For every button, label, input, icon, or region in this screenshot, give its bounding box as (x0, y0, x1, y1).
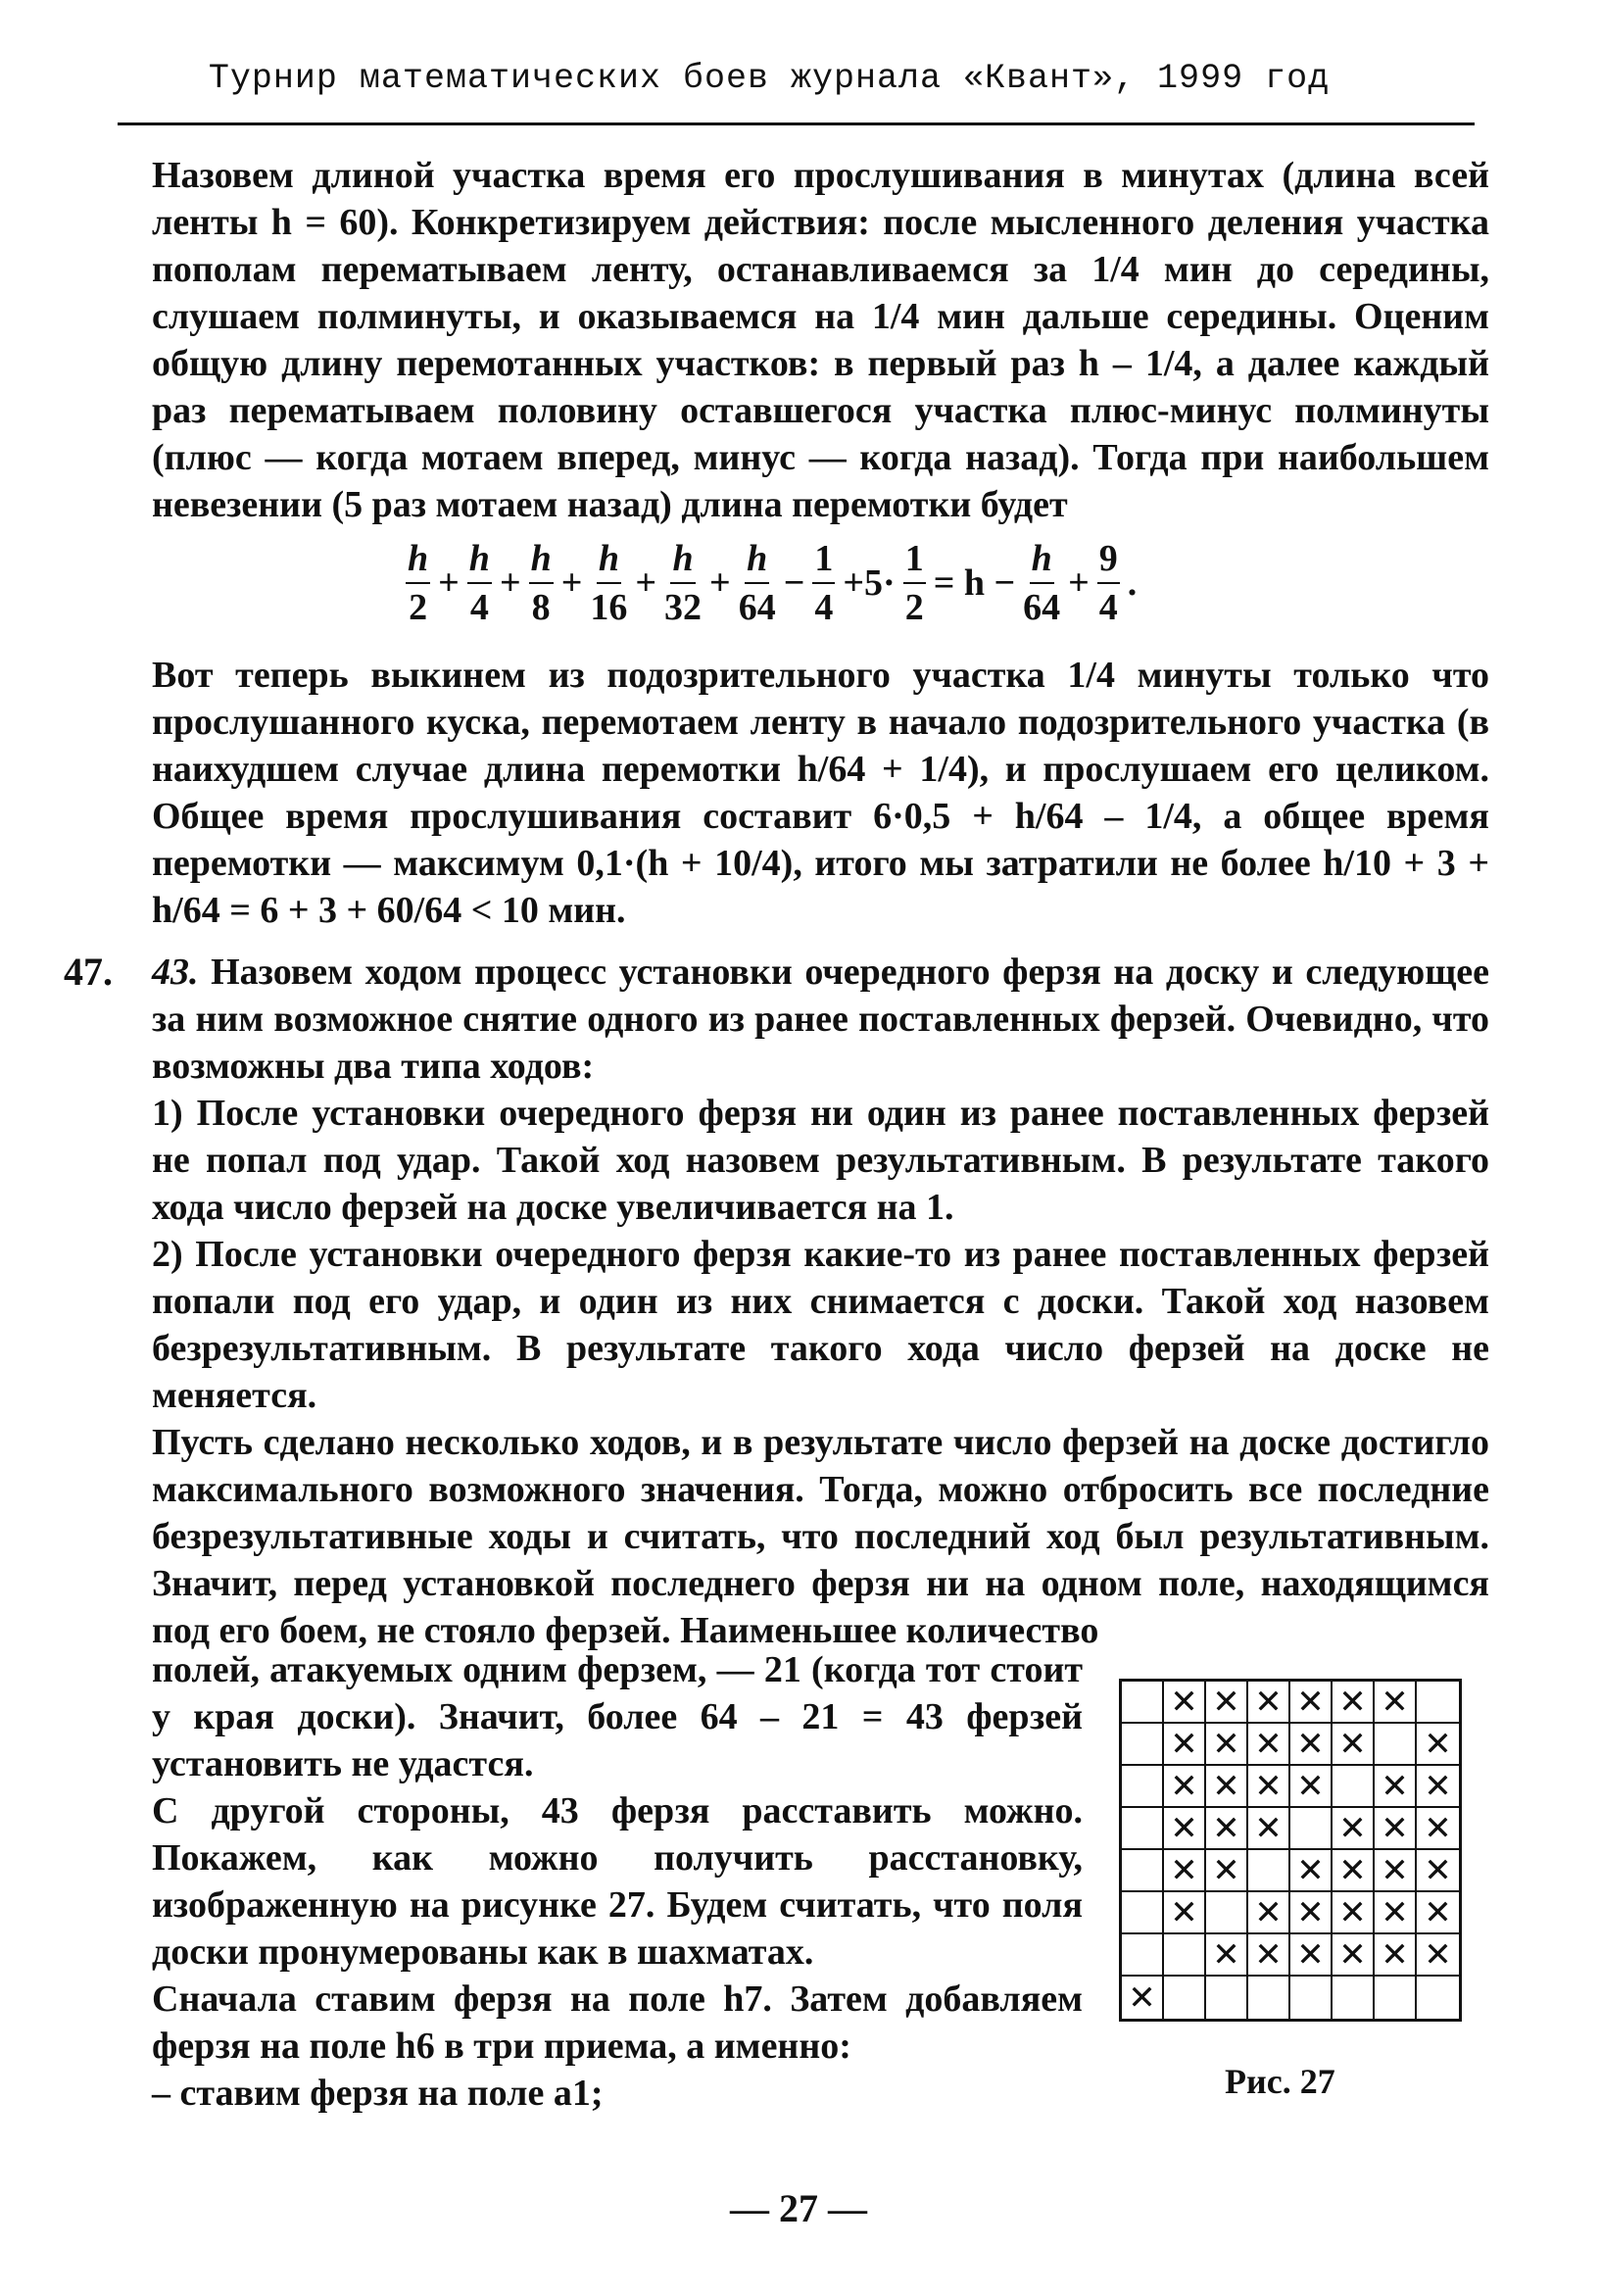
cross-mark-icon: ✕ (1296, 1892, 1325, 1932)
cross-mark-icon: ✕ (1381, 1766, 1409, 1806)
board-cell-empty (1417, 1977, 1459, 2019)
board-cell-attacked (1290, 1682, 1333, 1724)
paragraph-construction: С другой стороны, 43 ферзя расставить можно. Покажем, как можно получить расстановку, изображенную на рисунке 27. Будем считать, что поля доски пронумерованы как в шахматах. (152, 1790, 1083, 1973)
formula-operator: = h − (933, 562, 1016, 604)
cross-mark-icon: ✕ (1212, 1850, 1240, 1890)
board-cell-attacked (1417, 1724, 1459, 1766)
paragraph-attacked-fields: полей, атакуемых одним ферзем, — 21 (когда тот стоит у края доски). Значит, более 64 – 21 = 43 ферзей установить не удастся. (152, 1649, 1083, 1784)
board-cell-attacked (1290, 1892, 1333, 1934)
board-cell-attacked (1164, 1892, 1206, 1934)
fraction-denominator: 4 (469, 587, 489, 628)
board-cell-attacked (1417, 1766, 1459, 1808)
fraction-numerator: 9 (1097, 537, 1120, 584)
cross-mark-icon: ✕ (1338, 1934, 1367, 1975)
cross-mark-icon: ✕ (1170, 1766, 1198, 1806)
cross-mark-icon: ✕ (1338, 1808, 1367, 1848)
text-block-top (152, 152, 1489, 528)
fraction-numerator: 1 (903, 537, 926, 584)
cross-mark-icon: ✕ (1424, 1892, 1452, 1932)
board-cell-attacked (1206, 1934, 1248, 1977)
board-cell-empty (1122, 1682, 1164, 1724)
formula-operator: + (709, 562, 731, 604)
board-cell-empty (1290, 1977, 1333, 2019)
cross-mark-icon: ✕ (1296, 1934, 1325, 1975)
board-cell-attacked (1417, 1850, 1459, 1892)
fraction-numerator: 1 (812, 537, 835, 584)
cross-mark-icon: ✕ (1296, 1766, 1325, 1806)
board-cell-attacked (1333, 1808, 1375, 1850)
formula-operator: . (1127, 562, 1138, 604)
board-cell-attacked (1375, 1682, 1417, 1724)
fraction-denominator: 32 (664, 587, 703, 628)
cross-mark-icon: ✕ (1170, 1724, 1198, 1764)
board-cell-attacked (1375, 1808, 1417, 1850)
formula-operator: + (1068, 562, 1090, 604)
board-cell-attacked (1290, 1766, 1333, 1808)
cross-mark-icon: ✕ (1338, 1850, 1367, 1890)
fraction-denominator: 64 (738, 587, 776, 628)
cross-mark-icon: ✕ (1424, 1724, 1452, 1764)
text-block-narrow (152, 1646, 1083, 2117)
fraction-numerator: h (597, 537, 621, 584)
board-cell-empty (1122, 1934, 1164, 1977)
paragraph-conclusion: Вот теперь выкинем из подозрительного участка 1/4 минуты только что прослушанного куска, перемотаем ленту в начало подозрительного участка (в наихудшем случае длина перемотки h/64 + 1/4), и прослушаем его целиком. Общее время прослушивания составит 6·0,5 + h/64 – 1/4, а общее время перемотки — максимум 0,1·(h + 10/4), итого мы затратили не более h/10 + 3 + h/64 = 6 + 3 + 60/64 < 10 мин. (152, 655, 1489, 931)
board-cell-attacked (1206, 1850, 1248, 1892)
board-cell-empty (1122, 1892, 1164, 1934)
formula-fraction (1023, 537, 1060, 629)
fraction-denominator: 2 (904, 587, 924, 628)
board-cell-empty (1375, 1977, 1417, 2019)
cross-mark-icon: ✕ (1254, 1934, 1283, 1975)
board-cell-attacked (1164, 1682, 1206, 1724)
board-cell-attacked (1290, 1934, 1333, 1977)
figure-caption: Рис. 27 (1225, 2062, 1335, 2101)
cross-mark-icon: ✕ (1170, 1892, 1198, 1932)
cross-mark-icon: ✕ (1212, 1766, 1240, 1806)
board-cell-attacked (1248, 1808, 1290, 1850)
fraction-numerator: h (406, 537, 430, 584)
board-cell-attacked (1417, 1808, 1459, 1850)
board-cell-empty (1122, 1724, 1164, 1766)
fraction-denominator: 64 (1023, 587, 1061, 628)
board-cell-attacked (1290, 1724, 1333, 1766)
cross-mark-icon: ✕ (1254, 1766, 1283, 1806)
problem-47-answer: 43. (152, 952, 199, 993)
problem-number: 47. (64, 950, 113, 994)
fraction-denominator: 16 (590, 587, 628, 628)
formula-operator: + (560, 562, 583, 604)
move-type-2: 2) После установки очередного ферзя какие-то из ранее поставленных ферзей попали под его удар, и один из них снимается с доски. Такой ход назовем безрезультативным. В результате такого хода число ферзей на доске не меняется. (152, 1234, 1489, 1416)
cross-mark-icon: ✕ (1128, 1978, 1156, 2018)
board-cell-attacked (1248, 1892, 1290, 1934)
board-cell-attacked (1375, 1934, 1417, 1977)
problem-47-block (152, 949, 1489, 1654)
cross-mark-icon: ✕ (1381, 1850, 1409, 1890)
cross-mark-icon: ✕ (1338, 1682, 1367, 1722)
board-cell-attacked (1417, 1892, 1459, 1934)
fraction-denominator: 4 (1098, 587, 1118, 628)
board-cell-attacked (1375, 1850, 1417, 1892)
board-cell-attacked (1248, 1766, 1290, 1808)
board-cell-attacked (1164, 1766, 1206, 1808)
board-cell-attacked (1164, 1724, 1206, 1766)
board-cell-attacked (1417, 1934, 1459, 1977)
problem-47-intro-text: Назовем ходом процесс установки очередного ферзя на доску и следующее за ним возможное снятие одного из ранее поставленных ферзей. Очевидно, что возможны два типа ходов: (152, 952, 1490, 1087)
board-cell-attacked (1333, 1892, 1375, 1934)
cross-mark-icon: ✕ (1381, 1934, 1409, 1975)
formula-fraction (406, 537, 430, 629)
cross-mark-icon: ✕ (1381, 1892, 1409, 1932)
board-cell-empty (1248, 1977, 1290, 2019)
board-cell-attacked (1206, 1766, 1248, 1808)
formula-fraction (903, 537, 926, 629)
fraction-numerator: h (745, 537, 769, 584)
formula-fraction (590, 537, 627, 629)
cross-mark-icon: ✕ (1212, 1808, 1240, 1848)
board-cell-attacked (1375, 1766, 1417, 1808)
fraction-numerator: h (670, 537, 695, 584)
board-cell-empty (1375, 1724, 1417, 1766)
fraction-numerator: h (467, 537, 492, 584)
paragraph-max-queens: Пусть сделано несколько ходов, и в результате число ферзей на доске достигло максимального возможного значения. Тогда, можно отбросить все последние безрезультативные ходы и считать, что последний ход был результативным. Значит, перед установкой последнего ферзя ни на одном поле, находящимся под его боем, не стояло ферзей. Наименьшее количество (152, 1422, 1489, 1651)
board-cell-empty (1333, 1977, 1375, 2019)
formula-fraction (467, 537, 492, 629)
board-cell-attacked (1333, 1724, 1375, 1766)
cross-mark-icon: ✕ (1381, 1808, 1409, 1848)
cross-mark-icon: ✕ (1296, 1850, 1325, 1890)
cross-mark-icon: ✕ (1296, 1682, 1325, 1722)
board-cell-attacked (1164, 1808, 1206, 1850)
board-cell-attacked (1206, 1724, 1248, 1766)
board-cell-empty (1164, 1934, 1206, 1977)
fraction-numerator: h (1030, 537, 1054, 584)
problem-47-intro (152, 949, 1489, 1090)
move-type-1: 1) После установки очередного ферзя ни один из ранее поставленных ферзей не попал под удар. Такой ход назовем результативным. В результате такого хода число ферзей на доске увеличивается на 1. (152, 1093, 1489, 1228)
formula-operator: +5· (843, 562, 896, 604)
board-cell-empty (1333, 1766, 1375, 1808)
rewind-formula (402, 529, 1140, 637)
fraction-denominator: 4 (814, 587, 834, 628)
cross-mark-icon: ✕ (1212, 1682, 1240, 1722)
board-cell-attacked (1248, 1682, 1290, 1724)
cross-mark-icon: ✕ (1254, 1682, 1283, 1722)
board-cell-attacked (1375, 1892, 1417, 1934)
board-cell-empty (1206, 1977, 1248, 2019)
header-rule (118, 122, 1475, 125)
cross-mark-icon: ✕ (1254, 1808, 1283, 1848)
board-cell-empty (1248, 1850, 1290, 1892)
cross-mark-icon: ✕ (1254, 1892, 1283, 1932)
cross-mark-icon: ✕ (1170, 1808, 1198, 1848)
board-cell-attacked (1248, 1934, 1290, 1977)
paragraph-intro: Назовем длиной участка время его прослушивания в минутах (длина всей ленты h = 60). Конкретизируем действия: после мысленного деления участка пополам перематываем ленту, останавливаемся за 1/4 мин до середины, слушаем полминуты, и оказываемся на 1/4 мин дальше середины. Оценим общую длину перемотанных участков: в первый раз h – 1/4, а далее каждый раз перематываем половину оставшегося участка плюс-минус полминуты (плюс — когда мотаем вперед, минус — когда назад). Тогда при наибольшем невезении (5 раз мотаем назад) длина перемотки будет (152, 155, 1489, 525)
cross-mark-icon: ✕ (1338, 1892, 1367, 1932)
formula-operator: + (635, 562, 657, 604)
bullet-step-a1: – ставим ферзя на поле a1; (152, 2073, 604, 2114)
cross-mark-icon: ✕ (1170, 1850, 1198, 1890)
board-cell-attacked (1333, 1682, 1375, 1724)
board-cell-attacked (1206, 1682, 1248, 1724)
cross-mark-icon: ✕ (1424, 1808, 1452, 1848)
formula-fraction (529, 537, 554, 629)
board-cell-empty (1206, 1892, 1248, 1934)
board-cell-empty (1164, 1977, 1206, 2019)
formula-fraction (1097, 537, 1120, 629)
board-cell-attacked (1206, 1808, 1248, 1850)
board-cell-attacked (1248, 1724, 1290, 1766)
text-block-mid (152, 652, 1489, 934)
board-cell-empty (1290, 1808, 1333, 1850)
formula-operator: + (438, 562, 460, 604)
board-cell-empty (1417, 1682, 1459, 1724)
board-cell-attacked (1333, 1850, 1375, 1892)
fraction-denominator: 2 (409, 587, 428, 628)
fraction-denominator: 8 (531, 587, 551, 628)
board-cell-empty (1122, 1850, 1164, 1892)
formula-fraction (664, 537, 702, 629)
board-cell-empty (1122, 1766, 1164, 1808)
formula-fraction (812, 537, 835, 629)
formula-operator: + (499, 562, 521, 604)
cross-mark-icon: ✕ (1424, 1766, 1452, 1806)
cross-mark-icon: ✕ (1212, 1724, 1240, 1764)
cross-mark-icon: ✕ (1212, 1934, 1240, 1975)
chessboard-figure-27 (1119, 1679, 1462, 2022)
page-number: — 27 — (730, 2186, 867, 2230)
cross-mark-icon: ✕ (1254, 1724, 1283, 1764)
formula-operator: − (783, 562, 805, 604)
paragraph-first-steps: Сначала ставим ферзя на поле h7. Затем добавляем ферзя на поле h6 в три приема, а именно: (152, 1978, 1083, 2067)
cross-mark-icon: ✕ (1424, 1934, 1452, 1975)
cross-mark-icon: ✕ (1296, 1724, 1325, 1764)
board-cell-attacked (1333, 1934, 1375, 1977)
cross-mark-icon: ✕ (1170, 1682, 1198, 1722)
formula-fraction (739, 537, 776, 629)
board-cell-attacked (1290, 1850, 1333, 1892)
fraction-numerator: h (529, 537, 554, 584)
cross-mark-icon: ✕ (1338, 1724, 1367, 1764)
board-cell-empty (1122, 1808, 1164, 1850)
board-cell-attacked (1122, 1977, 1164, 2019)
cross-mark-icon: ✕ (1424, 1850, 1452, 1890)
cross-mark-icon: ✕ (1381, 1682, 1409, 1722)
running-head: Турнир математических боев журнала «Квант», 1999 год (208, 59, 1331, 98)
board-cell-attacked (1164, 1850, 1206, 1892)
